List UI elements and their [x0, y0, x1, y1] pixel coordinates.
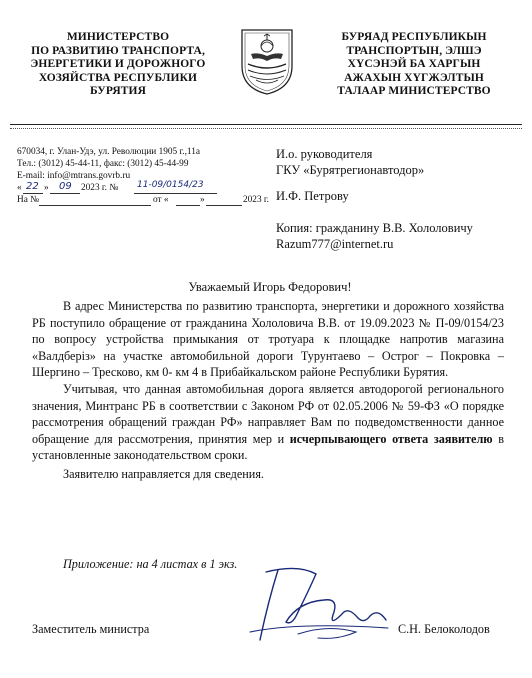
- signatory-position: Заместитель министра: [32, 622, 150, 636]
- date-month-handwritten: 09: [59, 181, 72, 192]
- greeting: Уважаемый Игорь Федорович!: [188, 280, 352, 294]
- reference-row: [17, 195, 279, 208]
- ref-from-label: от «: [153, 195, 169, 205]
- ministry-name-ru: [18, 31, 218, 99]
- ministry-name-line: ХОЗЯЙСТВА РЕСПУБЛИКИ: [38, 71, 198, 84]
- attachment-note: Приложение: на 4 листах в 1 экз.: [63, 557, 238, 571]
- addressee-title: И.о. руководителя: [276, 147, 373, 161]
- ministry-name-line: ЭНЕРГЕТИКИ И ДОРОЖНОГО: [30, 58, 206, 70]
- paragraph: [32, 381, 504, 464]
- paragraph: Заявителю направляется для сведения.: [63, 466, 264, 481]
- handwritten-signature: [238, 562, 398, 652]
- header-divider-dotted: [10, 128, 522, 129]
- ref-from-close: »: [200, 195, 205, 205]
- header-divider: [10, 124, 522, 125]
- ministry-name-line: ТАЛААР МИНИСТЕРСТВО: [337, 85, 491, 97]
- emphasis-text: исчерпывающего ответа заявителю: [289, 431, 493, 446]
- ministry-name-line: АЖАХЫН ХҮГЖЭЛТЫН: [344, 71, 484, 84]
- date-month-underline: [50, 193, 80, 194]
- letter-body: [32, 298, 504, 483]
- sender-address: 670034, г. Улан-Удэ, ул. Революции 1905 г.,11а: [17, 147, 200, 157]
- ref-day-line: [176, 205, 200, 206]
- ministry-name-line: БУРЯТИЯ: [89, 85, 146, 97]
- paragraph-text: в установленные законодательством сроки.: [32, 431, 504, 463]
- date-day-handwritten: 22: [26, 181, 39, 192]
- date-close-quote: »: [44, 183, 49, 193]
- ministry-name-line: БУРЯАД РЕСПУБЛИКЫН: [341, 31, 487, 43]
- ministry-name-line: ХҮСЭНЭЙ БА ХАРГЫН: [347, 58, 481, 70]
- ref-year-label: 2023 г.: [243, 195, 270, 205]
- date-open-quote: «: [17, 183, 22, 193]
- ministry-name-line: ТРАНСПОРТЫН, ЭЛШЭ: [346, 44, 482, 57]
- paragraph-text: Учитывая, что данная автомобильная дорога является автодорогой регионального значения, Минтранс РБ в соответствии с Законом РФ от 02.05.2006 № 59-ФЗ «О порядке рассмотрения обращений граждан РФ» направляет Вам по подведомственности данное обращение для рассмотрения, принятия мер и: [32, 381, 504, 446]
- ministry-name-bur: [314, 31, 514, 99]
- copy-recipient: Копия: гражданину В.В. Хололовичу: [276, 221, 473, 235]
- ministry-name-line: МИНИСТЕРСТВО: [66, 31, 170, 43]
- date-day-underline: [23, 193, 43, 194]
- doc-number-underline: [134, 193, 217, 194]
- ministry-name-line: ПО РАЗВИТИЮ ТРАНСПОРТА,: [31, 44, 205, 57]
- sender-phone: Тел.: (3012) 45-44-11, факс: (3012) 45-44-99: [17, 159, 189, 169]
- date-year-label: 2023 г. №: [81, 183, 119, 193]
- ref-month-line: [206, 205, 242, 206]
- signatory-name: С.Н. Белоколодов: [398, 622, 490, 636]
- coat-of-arms-emblem: [238, 26, 296, 96]
- doc-number-handwritten: 11-09/0154/23: [137, 180, 204, 190]
- paragraph: В адрес Министерства по развитию транспорта, энергетики и дорожного хозяйства РБ поступило обращение от гражданина Хололовича В.В. от 19.09.2023 № П-09/0154/23 по вопросу устройства примыкания от тротуара к площадке напротив магазина «Валдберiз» на участке автомобильной дороги Турунтаево – Острог – Покровка – Шергино – Тресково, км 0- км 4 в Прибайкальском районе Республики Бурятия.: [32, 299, 504, 380]
- copy-recipient-email: Razum777@internet.ru: [276, 237, 394, 251]
- addressee-organization: ГКУ «Бурятрегионавтодор»: [276, 163, 425, 177]
- sender-email: E-mail: info@mtrans.govrb.ru: [17, 171, 131, 181]
- ref-number-line: [39, 205, 151, 206]
- addressee-name: И.Ф. Петрову: [276, 189, 349, 203]
- ref-number-label: На №: [17, 195, 40, 205]
